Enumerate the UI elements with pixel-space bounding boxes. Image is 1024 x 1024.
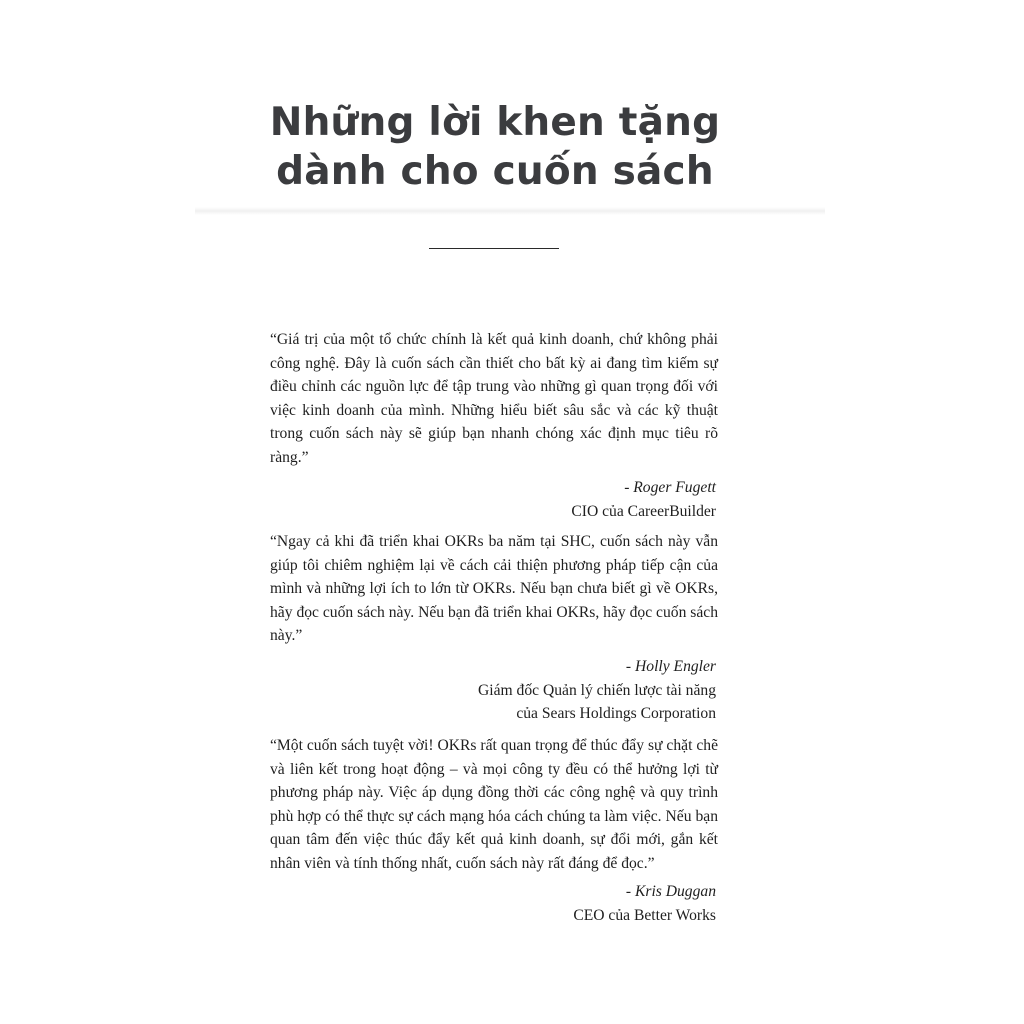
scan-shadow	[195, 207, 825, 215]
quote-text-1: “Giá trị của một tổ chức chính là kết quả kinh doanh, chứ không phải công nghệ. Đây là cuốn sách cần thiết cho bất kỳ ai đang tìm kiếm sự điều chỉnh các nguồn lực để tập trung vào những gì quan trọng đối với việc kinh doanh của mình. Những hiểu biết sâu sắc và các kỹ thuật trong cuốn sách này sẽ giúp bạn nhanh chóng xác định mục tiêu rõ ràng.”	[270, 331, 718, 466]
quote-attribution-2	[270, 655, 716, 726]
page-title-line-1: Những lời khen tặng	[269, 100, 721, 145]
title-divider	[429, 248, 559, 249]
quote-attribution-3	[270, 880, 716, 927]
quote-text-2: “Ngay cả khi đã triển khai OKRs ba năm tại SHC, cuốn sách này vẫn giúp tôi chiêm nghiệm lại về cách cải thiện phương pháp tiếp cận của mình và những lợi ích to lớn từ OKRs. Nếu bạn chưa biết gì về OKRs, hãy đọc cuốn sách này. Nếu bạn đã triển khai OKRs, hãy đọc cuốn sách này.”	[270, 533, 718, 645]
quote-attribution-1	[270, 476, 716, 523]
quote-author-role-1: CIO của CareerBuilder	[571, 502, 716, 520]
quote-author-role-2a: Giám đốc Quản lý chiến lược tài năng	[478, 681, 716, 699]
page-title-line-2: dành cho cuốn sách	[276, 149, 714, 194]
quote-author-role-2b: của Sears Holdings Corporation	[516, 705, 716, 723]
quote-author-3: - Kris Duggan	[625, 883, 716, 900]
quote-author-2: - Holly Engler	[625, 658, 716, 675]
quote-author-role-3: CEO của Better Works	[573, 906, 716, 924]
quote-author-1: - Roger Fugett	[624, 479, 716, 496]
page-title	[150, 98, 840, 196]
quote-text-3: “Một cuốn sách tuyệt vời! OKRs rất quan trọng để thúc đẩy sự chặt chẽ và liên kết trong hoạt động – và mọi công ty đều có thể hưởng lợi từ phương pháp này. Việc áp dụng đồng thời các công nghệ và quy trình phù hợp có thể thực sự cách mạng hóa cách chúng ta làm việc. Nếu bạn quan tâm đến việc thúc đẩy kết quả kinh doanh, sự đổi mới, gắn kết nhân viên và tính thống nhất, cuốn sách này rất đáng để đọc.”	[270, 737, 718, 872]
